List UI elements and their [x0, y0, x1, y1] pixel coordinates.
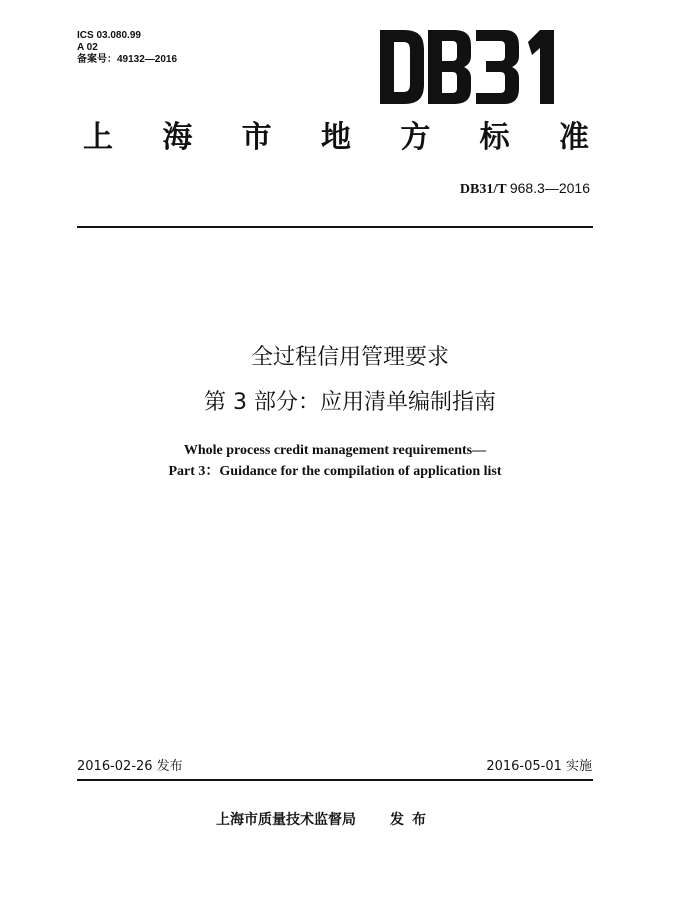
- heading-char: 海: [162, 120, 193, 155]
- heading-char: 地: [320, 120, 351, 155]
- standard-number: [460, 180, 590, 198]
- implementation-date: 2016-05-01 实施: [486, 759, 592, 774]
- standard-number-prefix: DB31/T: [459, 182, 507, 197]
- bottom-divider: [77, 779, 593, 781]
- publisher-line: [216, 810, 434, 830]
- english-title-line-1: Whole process credit management requirements—: [183, 443, 487, 458]
- standard-number-value: 968.3—2016: [509, 180, 590, 196]
- heading-char: 市: [241, 120, 272, 155]
- issue-date: 2016-02-26 发布: [77, 759, 183, 774]
- heading-char: 标: [479, 120, 510, 155]
- publisher-action: 发布: [390, 812, 434, 828]
- top-divider: [77, 226, 593, 228]
- heading-char: 准: [558, 120, 589, 155]
- english-title-line-2: Part 3：Guidance for the compilation of application list: [168, 464, 502, 479]
- chinese-title-line-1: 全过程信用管理要求: [250, 345, 449, 370]
- ccs-code: A 02: [77, 42, 98, 53]
- heading-char: 方: [400, 120, 431, 155]
- publisher-name: 上海市质量技术监督局: [216, 812, 356, 828]
- heading-char: 上: [83, 120, 113, 155]
- record-number: 备案号：49132—2016: [77, 54, 178, 65]
- classification-block: [77, 30, 177, 66]
- chinese-title-line-2: 第 3 部分：应用清单编制指南: [204, 390, 496, 415]
- ics-code: ICS 03.080.99: [77, 30, 141, 41]
- db31-logo: [378, 28, 556, 106]
- standard-type-heading: [83, 116, 589, 160]
